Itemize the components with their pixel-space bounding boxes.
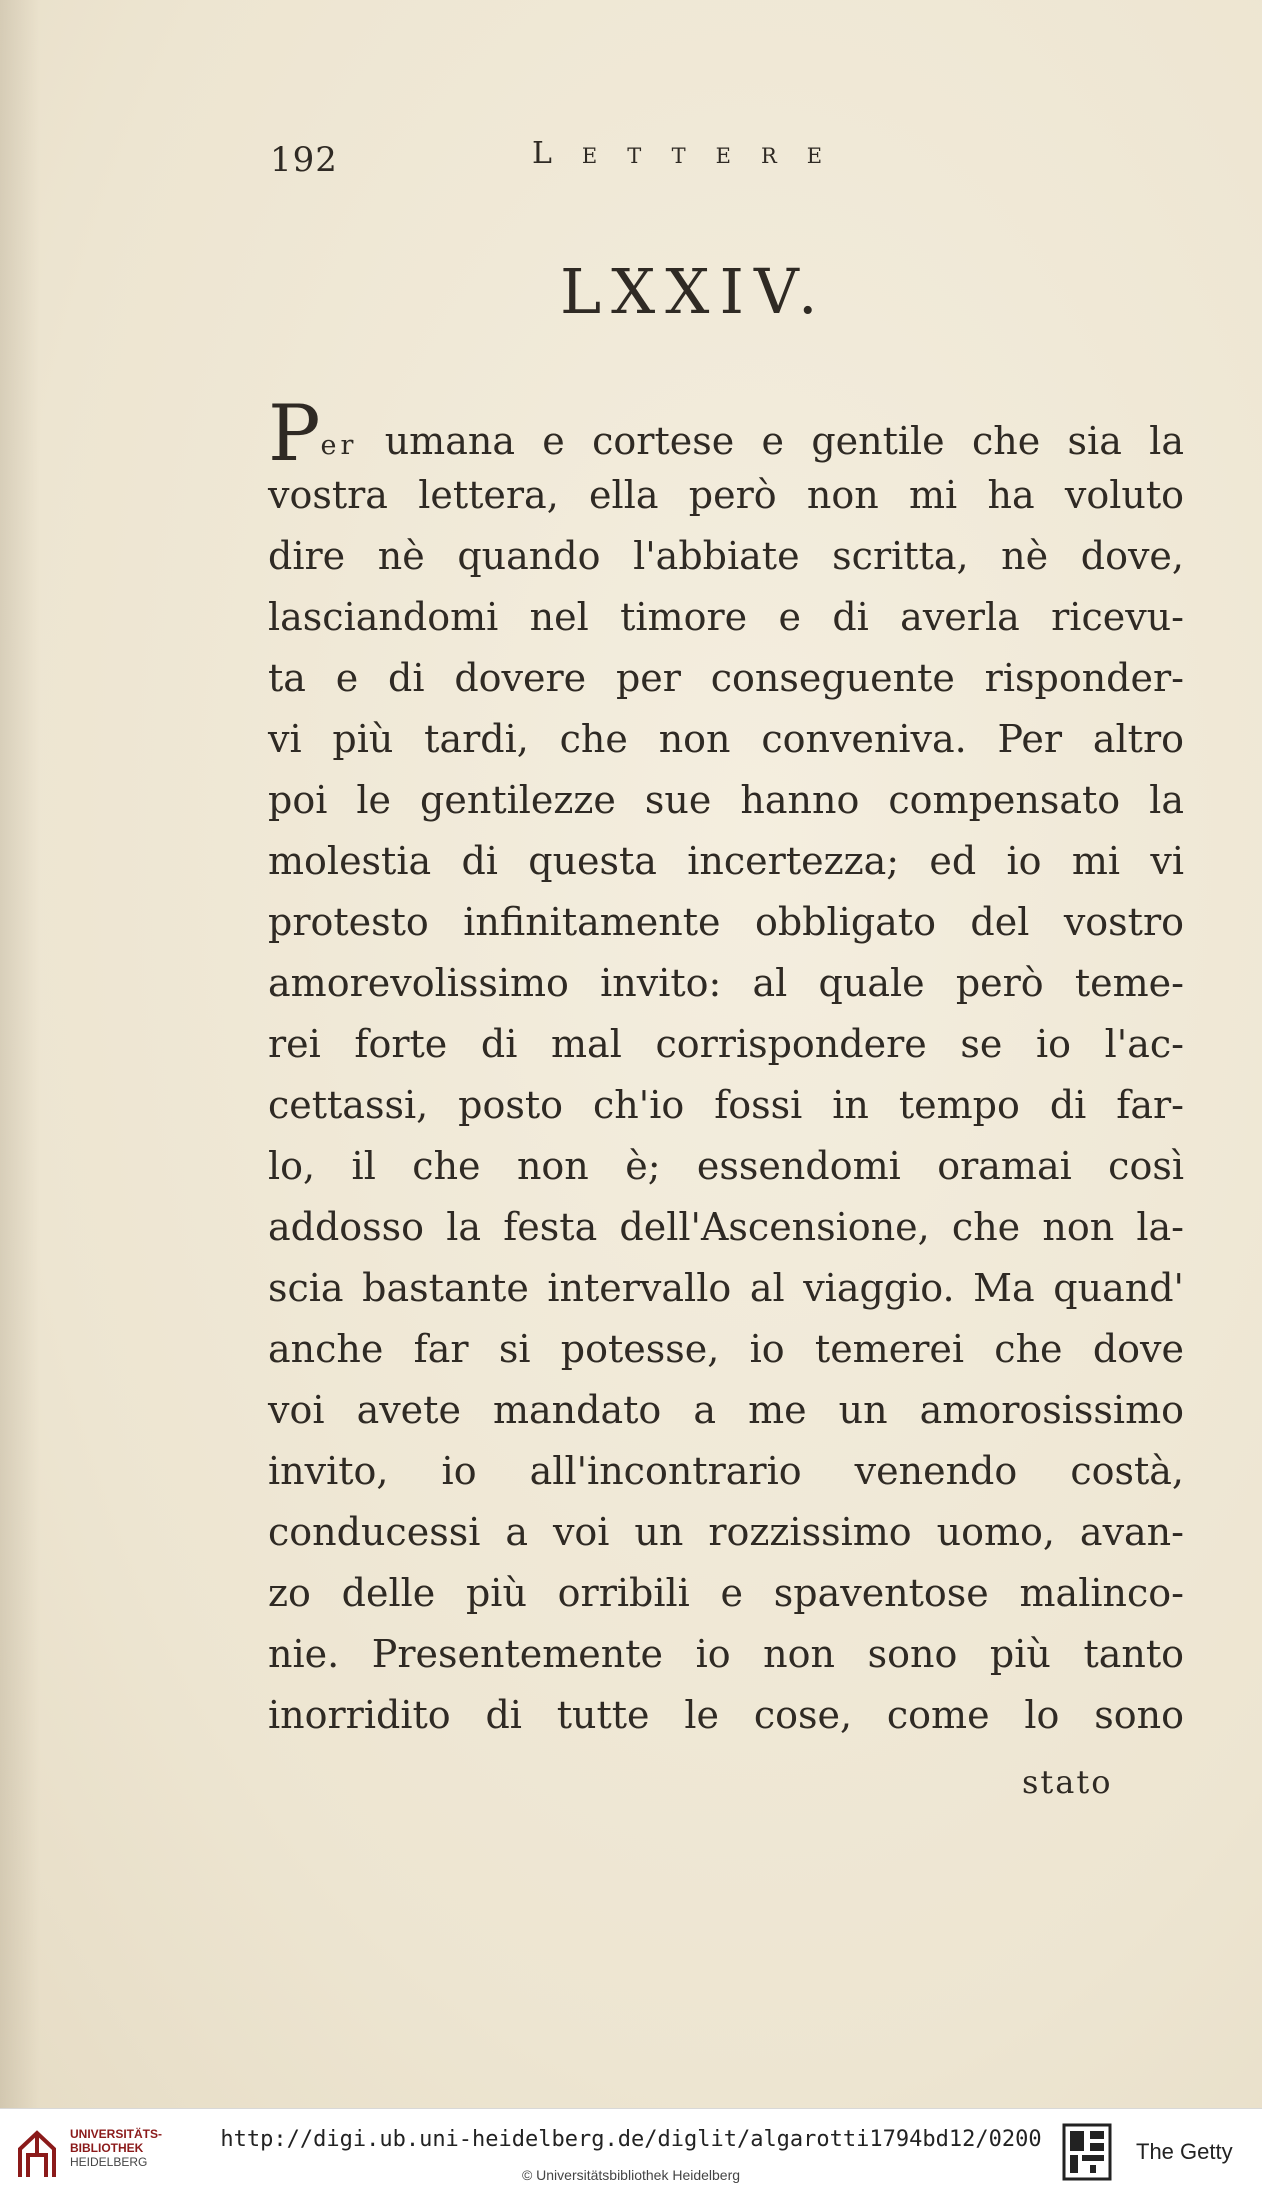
footer-bar bbox=[0, 2108, 1262, 2197]
text-line: dire nè quando l'abbiate scritta, nè dove, bbox=[268, 534, 1184, 578]
text-line: poi le gentilezze sue hanno compensato la bbox=[268, 778, 1184, 822]
text-line: anche far si potesse, io temerei che dove bbox=[268, 1327, 1184, 1371]
text-line: conducessi a voi un rozzissimo uomo, avan- bbox=[268, 1510, 1184, 1554]
permalink-url[interactable]: http://digi.ub.uni-heidelberg.de/diglit/algarotti1794bd12/0200 bbox=[220, 2127, 1042, 2152]
text-line: amorevolissimo invito: al quale però teme- bbox=[268, 961, 1184, 1005]
text-line: vi più tardi, che non conveniva. Per altro bbox=[268, 717, 1184, 761]
text-line: invito, io all'incontrario venendo costà, bbox=[268, 1449, 1184, 1493]
text-line: nie. Presentemente io non sono più tanto bbox=[268, 1632, 1184, 1676]
text-line: vostra lettera, ella però non mi ha voluto bbox=[268, 473, 1184, 517]
institution-line: UNIVERSITÄTS- bbox=[70, 2127, 163, 2141]
getty-logo-icon bbox=[1062, 2123, 1112, 2181]
text-line: zo delle più orribili e spaventose malinco- bbox=[268, 1571, 1184, 1615]
text-line: ta e di dovere per conseguente risponder- bbox=[268, 656, 1184, 700]
copyright-notice: © Universitätsbibliothek Heidelberg bbox=[521, 2167, 741, 2183]
text-line-rest: umana e cortese e gentile che sia la bbox=[357, 419, 1184, 463]
letter-number: LXXIV. bbox=[560, 255, 828, 328]
text-line: voi avete mandato a me un amorosissimo bbox=[268, 1388, 1184, 1432]
text-line: lo, il che non è; essendomi oramai così bbox=[268, 1144, 1184, 1188]
text-line: addosso la festa dell'Ascensione, che non la- bbox=[268, 1205, 1184, 1249]
institution-line: HEIDELBERG bbox=[70, 2155, 148, 2169]
first-word-smallcaps: er bbox=[320, 430, 358, 461]
partner-name: The Getty bbox=[1136, 2139, 1233, 2164]
running-head: Lettere bbox=[532, 136, 853, 171]
drop-cap: P bbox=[268, 389, 321, 479]
catchword: stato bbox=[1022, 1763, 1113, 1801]
text-line: molestia di questa incertezza; ed io mi vi bbox=[268, 839, 1184, 883]
text-line: protesto infinitamente obbligato del vostro bbox=[268, 900, 1184, 944]
letter-body bbox=[268, 389, 1184, 1746]
text-line: lasciandomi nel timore e di averla ricevu- bbox=[268, 595, 1184, 639]
text-line bbox=[268, 389, 1184, 479]
page-number: 192 bbox=[270, 140, 338, 180]
text-line: cettassi, posto ch'io fossi in tempo di far- bbox=[268, 1083, 1184, 1127]
text-line: rei forte di mal corrispondere se io l'ac- bbox=[268, 1022, 1184, 1066]
institution-line: BIBLIOTHEK bbox=[70, 2141, 144, 2155]
text-line: scia bastante intervallo al viaggio. Ma quand' bbox=[268, 1266, 1184, 1310]
text-line: inorridito di tutte le cose, come lo sono bbox=[268, 1693, 1184, 1737]
gutter-shadow bbox=[0, 0, 40, 2108]
